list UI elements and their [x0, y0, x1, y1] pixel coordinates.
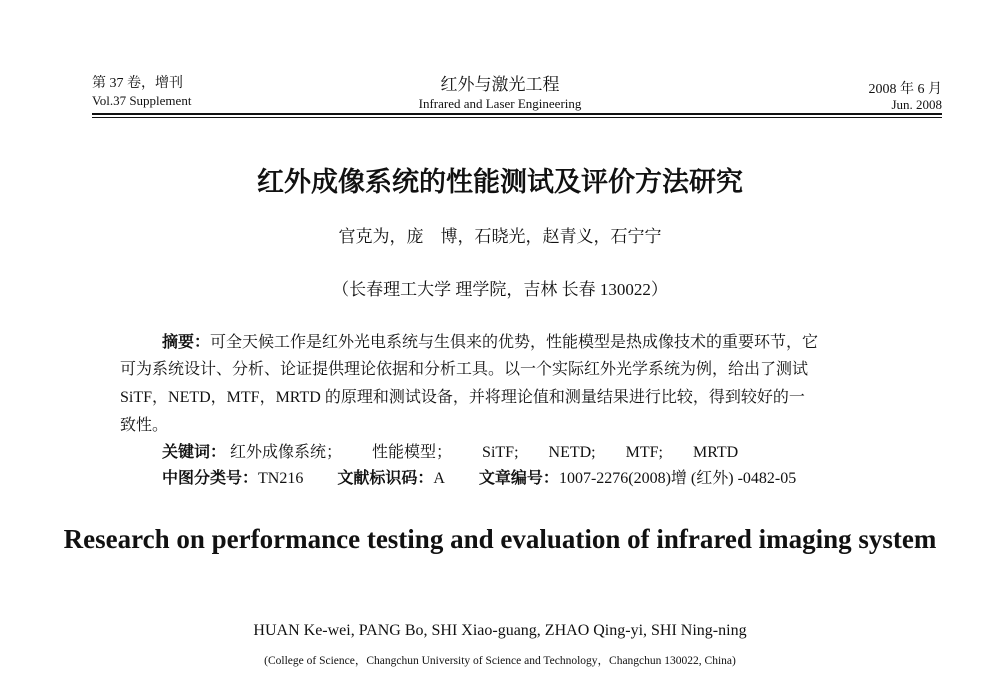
publication-date-cn: 2008 年 6 月	[868, 82, 942, 97]
paper-title-en: Research on performance testing and evaluation of infrared imaging system	[63, 524, 937, 554]
journal-name-cn: 红外与激光工程	[440, 75, 560, 94]
clc-label: 中图分类号：	[162, 468, 259, 487]
abstract-cn	[120, 328, 920, 440]
doc-code-label: 文献标识码：	[337, 468, 434, 487]
affiliation-en: (College of Science，Changchun University of Science and Technology，Changchun 130022, China)	[264, 655, 736, 667]
keyword: NETD;	[548, 444, 596, 461]
volume-issue-en: Vol.37 Supplement	[92, 93, 192, 108]
abstract-line-2: 可为系统设计、分析、论证提供理论依据和分析工具。以一个实际红外光学系统为例，给出了测试	[120, 361, 809, 378]
article-number-label: 文章编号：	[478, 468, 559, 487]
keyword: MRTD	[692, 444, 739, 461]
affiliation-cn: （长春理工大学 理学院，吉林 长春 130022）	[332, 280, 668, 299]
keyword: 性能模型；	[372, 444, 453, 461]
header-rule-thin	[92, 117, 942, 118]
abstract-text: 可全天候工作是红外光电系统与生俱来的优势，性能模型是热成像技术的重要环节，它	[210, 334, 819, 351]
publication-date-en: Jun. 2008	[891, 97, 942, 112]
journal-name-en: Infrared and Laser Engineering	[418, 96, 582, 111]
paper-title-cn: 红外成像系统的性能测试及评价方法研究	[257, 167, 743, 198]
keyword: SiTF;	[482, 444, 519, 461]
clc-value: TN216	[258, 470, 304, 487]
classification-line	[162, 465, 796, 488]
abstract-label: 摘要：	[162, 332, 211, 351]
authors-cn: 官克为，庞 博，石晓光，赵青义，石宁宁	[338, 227, 662, 246]
header-rule-thick	[92, 113, 942, 115]
abstract-line-1	[120, 328, 920, 356]
volume-issue-cn: 第 37 卷，增刊	[92, 76, 183, 91]
abstract-line-4: 致性。	[120, 417, 169, 434]
keywords-line	[162, 439, 764, 462]
keywords-label: 关键词：	[162, 442, 227, 461]
keyword: MTF;	[625, 444, 663, 461]
abstract-line-3: SiTF，NETD，MTF，MRTD 的原理和测试设备，并将理论值和测量结果进行比较，得到较好的一	[120, 389, 805, 406]
doc-code-value: A	[433, 470, 445, 487]
authors-en: HUAN Ke-wei, PANG Bo, SHI Xiao-guang, ZHAO Qing-yi, SHI Ning-ning	[253, 622, 747, 639]
article-number-value: 1007-2276(2008)增 (红外) -0482-05	[558, 470, 797, 487]
keyword: 红外成像系统；	[230, 444, 343, 461]
